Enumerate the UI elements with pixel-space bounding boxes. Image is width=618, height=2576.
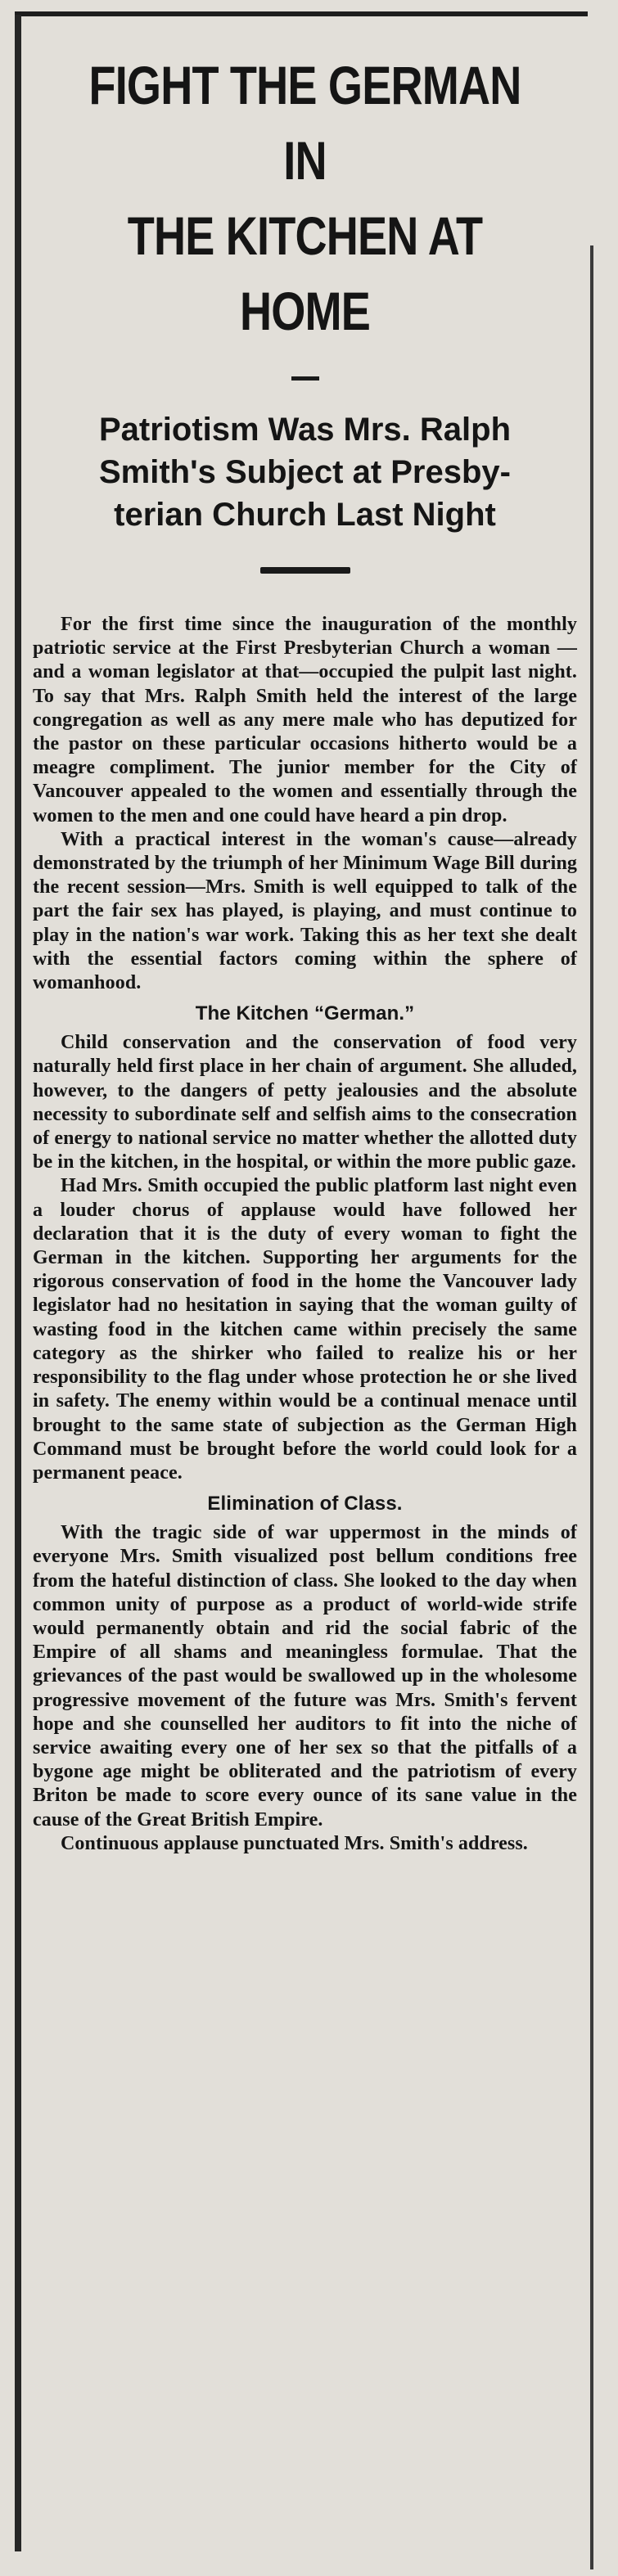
- headline-divider: [291, 376, 319, 381]
- right-column-rule: [590, 245, 593, 2569]
- headline-line-1: FIGHT THE GERMAN IN: [88, 55, 521, 191]
- paragraph-4: Had Mrs. Smith occupied the public platform last night even a louder chorus of applause would have followed her declaration that it is the duty of every woman to fight the German in the kitchen. Supporting her arguments for the rigorous conservation of food in the home the Vancouver lady legislator had no hesitation in saying that the woman guilty of wasting food in the kitchen came within precisely the same category as the shirker who failed to realize his or her responsibility to the flag under whose protection he or she lived in safety. The enemy within would be a continual menace until brought to the same state of subjection as the German High Command must be brought before the world could look for a permanent peace.: [33, 1175, 577, 1484]
- article-column: [33, 31, 577, 1856]
- headline: [82, 47, 528, 349]
- top-rule: [15, 11, 588, 16]
- section-heading-elimination-of-class: Elimination of Class.: [207, 1493, 403, 1515]
- section-heading-kitchen-german: The Kitchen “German.”: [195, 1002, 415, 1025]
- headline-line-2: THE KITCHEN AT HOME: [127, 205, 483, 341]
- subheadline-line-3: terian Church Last Night: [114, 497, 496, 533]
- subheadline-line-2: Smith's Subject at Presby-: [99, 454, 511, 490]
- article-body: [33, 613, 577, 1856]
- paragraph-1: For the first time since the inauguration of the monthly patriotic service at the First Presbyterian Church a woman — and a woman legislator at that—occupied the pulpit last night. To say that Mrs. Ralph Smith held the interest of the large congregation as well as any mere male who has deputized for the pastor on these particular occasions hitherto would be a meagre compliment. The junior member for the City of Vancouver appealed to the women and essentially through the women to the men and one could have heard a pin drop.: [33, 614, 577, 826]
- subheadline: [33, 408, 577, 536]
- paragraph-2: With a practical interest in the woman's cause—already demonstrated by the triumph of her Minimum Wage Bill during the recent session—Mrs. Smith is well equipped to talk of the part the fair sex has played, is playing, and must continue to play in the nation's war work. Taking this as her text she dealt with the essential factors coming within the sphere of womanhood.: [33, 828, 577, 994]
- left-column-rule: [15, 15, 21, 2551]
- paragraph-5: With the tragic side of war uppermost in the minds of everyone Mrs. Smith visualized post bellum conditions free from the hateful distinction of class. She looked to the day when common unity of purpose as a product of world-wide strife would permanently obtain and rid the social fabric of the Empire of all shams and meaningless formulae. That the grievances of the past would be swallowed up in the wholesome progressive movement of the future was Mrs. Smith's fervent hope and she counselled her auditors to fit into the niche of service awaiting every one of her sex so that the pitfalls of a bygone age might be obliterated and the patriotism of every Briton be made to score every ounce of its sane value in the cause of the Great British Empire.: [33, 1522, 577, 1831]
- paragraph-6: Continuous applause punctuated Mrs. Smith's address.: [61, 1832, 528, 1854]
- subhead-divider: [260, 567, 350, 574]
- subheadline-line-1: Patriotism Was Mrs. Ralph: [98, 412, 512, 448]
- paragraph-3: Child conservation and the conservation of food very naturally held first place in her chain of argument. She alluded, however, to the dangers of petty jealousies and the absolute necessity to subordinate self and selfish aims to the consecration of energy to national service no matter whether the allotted duty be in the kitchen, in the hospital, or within the more public gaze.: [33, 1032, 577, 1173]
